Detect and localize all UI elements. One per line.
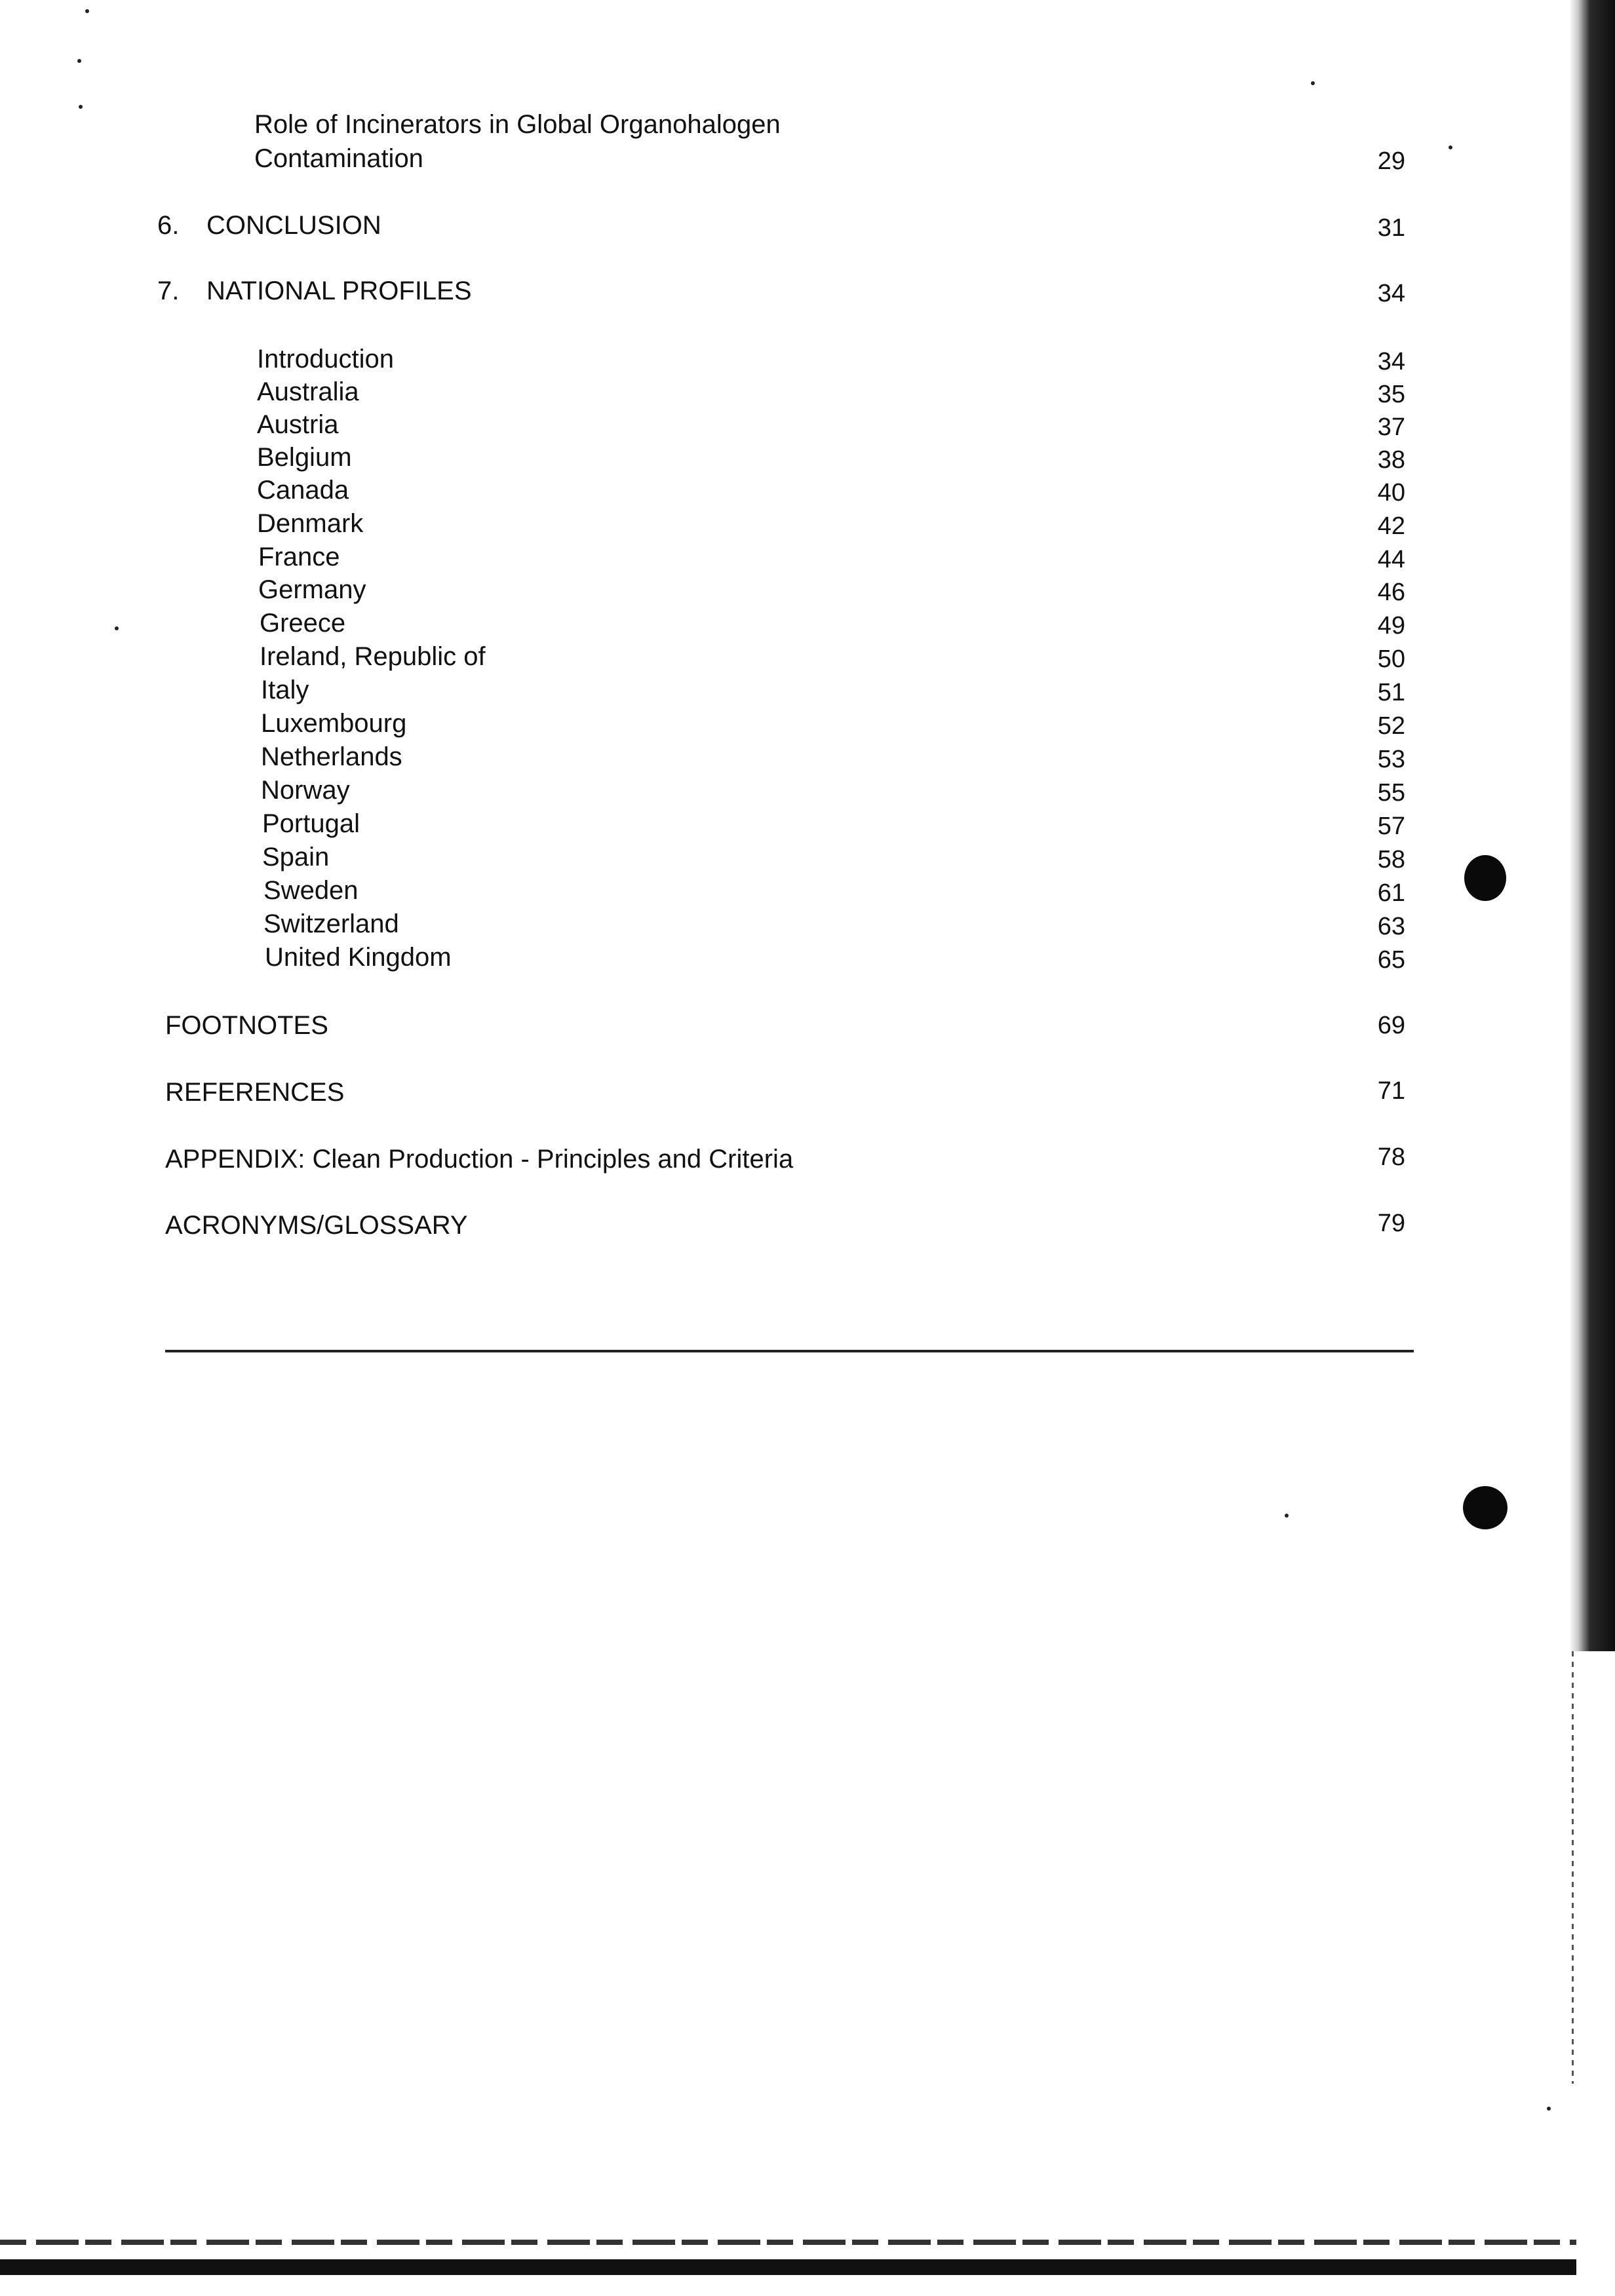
toc-footnotes-page: 69 xyxy=(1377,1012,1405,1039)
toc-subentry: Ireland, Republic of xyxy=(260,642,486,671)
toc-entry-title-line2: Contamination xyxy=(254,144,423,173)
toc-subentry-page: 65 xyxy=(1377,946,1405,974)
toc-subentry: Norway xyxy=(261,776,350,805)
section-number: 6. xyxy=(157,211,180,240)
toc-subentry-page: 40 xyxy=(1377,479,1405,507)
toc-subentry-page: 38 xyxy=(1377,446,1405,474)
toc-subentry: France xyxy=(258,543,340,571)
toc-subentry-page: 46 xyxy=(1377,579,1405,606)
toc-subentry: Greece xyxy=(260,609,346,638)
toc-subentry-page: 37 xyxy=(1377,413,1405,441)
scan-speck xyxy=(115,626,119,630)
toc-subentry: Sweden xyxy=(263,876,359,905)
toc-entry-title-line1: Role of Incinerators in Global Organohalogen xyxy=(254,110,781,139)
toc-references-page: 71 xyxy=(1377,1077,1405,1105)
toc-section-conclusion-page: 31 xyxy=(1377,214,1405,242)
toc-subentry-page: 63 xyxy=(1377,913,1405,940)
toc-subentry-page: 61 xyxy=(1377,879,1405,907)
scan-speck xyxy=(85,9,89,13)
hole-punch-mark xyxy=(1463,1486,1508,1529)
toc-subentry: Spain xyxy=(262,843,330,871)
scan-speck xyxy=(1285,1514,1289,1518)
toc-subentry-page: 51 xyxy=(1377,679,1405,706)
scan-edge-line xyxy=(1572,1651,1574,2084)
toc-subentry: Luxembourg xyxy=(261,709,407,738)
toc-subentry-page: 44 xyxy=(1377,546,1405,573)
toc-subentry-page: 55 xyxy=(1377,779,1405,807)
hole-punch-mark xyxy=(1464,855,1506,901)
scan-bottom-bar xyxy=(0,2259,1576,2275)
toc-subentry: Denmark xyxy=(257,509,364,538)
toc-section-conclusion xyxy=(157,210,381,241)
toc-subentry: Canada xyxy=(257,476,349,505)
toc-subentry: Austria xyxy=(257,410,339,439)
toc-subentry: Introduction xyxy=(257,345,395,373)
toc-subentry: United Kingdom xyxy=(265,943,452,972)
scan-speck xyxy=(77,59,81,63)
toc-subentry: Australia xyxy=(257,377,359,406)
toc-section-national-profiles-page: 34 xyxy=(1377,280,1405,307)
scan-speck xyxy=(1547,2107,1551,2111)
section-title: NATIONAL PROFILES xyxy=(206,277,472,305)
toc-subentry: Germany xyxy=(258,575,366,604)
toc-footnotes: FOOTNOTES xyxy=(165,1011,328,1040)
scan-speck xyxy=(1311,81,1315,85)
toc-subentry-page: 42 xyxy=(1377,512,1405,540)
toc-subentry-page: 53 xyxy=(1377,746,1405,773)
toc-subentry-page: 50 xyxy=(1377,645,1405,673)
scan-speck xyxy=(79,105,83,109)
toc-subentry-page: 57 xyxy=(1377,813,1405,840)
toc-subentry: Netherlands xyxy=(261,742,402,771)
section-divider xyxy=(165,1350,1414,1352)
toc-subentry-page: 35 xyxy=(1377,381,1405,408)
section-title: CONCLUSION xyxy=(206,211,381,240)
toc-appendix: APPENDIX: Clean Production - Principles and Criteria xyxy=(165,1145,794,1174)
toc-entry-page: 29 xyxy=(1377,147,1405,175)
scan-speck xyxy=(1449,145,1452,149)
toc-subentry: Switzerland xyxy=(263,909,399,938)
toc-acronyms-glossary: ACRONYMS/GLOSSARY xyxy=(165,1211,468,1240)
toc-subentry-page: 52 xyxy=(1377,712,1405,740)
scan-edge-shadow xyxy=(1569,0,1615,1651)
toc-subentry-page: 49 xyxy=(1377,612,1405,640)
toc-acronyms-glossary-page: 79 xyxy=(1377,1210,1405,1237)
toc-subentry: Italy xyxy=(261,676,309,704)
toc-section-national-profiles xyxy=(157,275,472,307)
section-number: 7. xyxy=(157,277,180,305)
toc-subentry-page: 58 xyxy=(1377,846,1405,873)
toc-appendix-page: 78 xyxy=(1377,1143,1405,1171)
toc-subentry: Belgium xyxy=(257,443,352,472)
scan-bottom-streak xyxy=(0,2240,1576,2245)
toc-subentry: Portugal xyxy=(262,809,360,838)
toc-subentry-page: 34 xyxy=(1377,348,1405,375)
toc-references: REFERENCES xyxy=(165,1078,345,1107)
